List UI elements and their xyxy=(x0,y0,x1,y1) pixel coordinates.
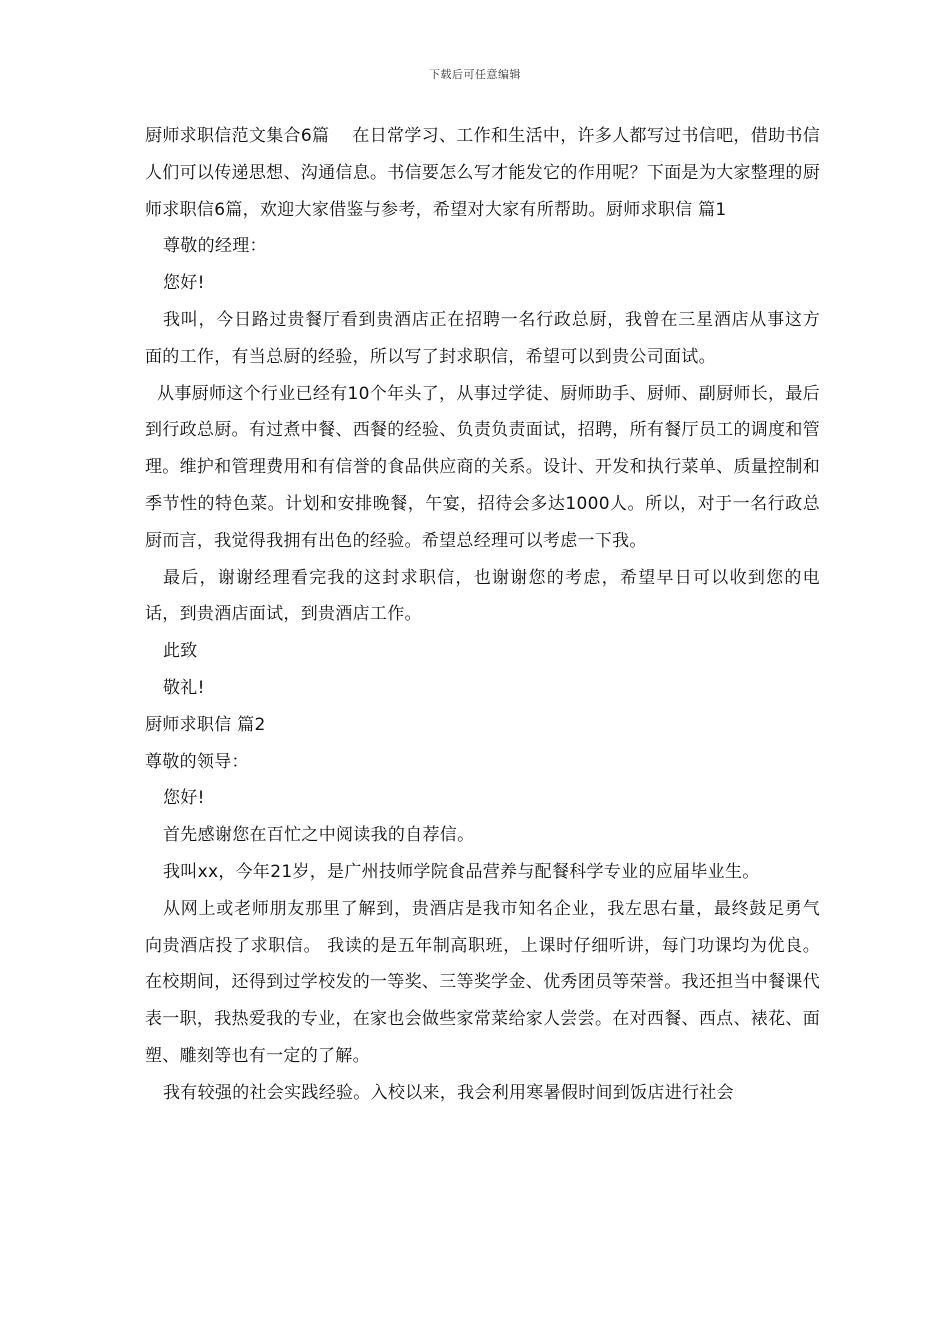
letter2-paragraph-4: 我有较强的社会实践经验。入校以来，我会利用寒暑假时间到饭店进行社会 xyxy=(163,1082,734,1103)
letter2-title: 厨师求职信 篇2 xyxy=(145,714,266,735)
letter2-paragraph-1: 首先感谢您在百忙之中阅读我的自荐信。 xyxy=(163,825,475,846)
letter1-paragraph-1: 我叫，今日路过贵餐厅看到贵酒店正在招聘一名行政总厨，我曾在三星酒店从事这方面的工作，有当总厨的经验，所以写了封求职信，希望可以到贵公司面试。 xyxy=(145,309,820,367)
letter1-paragraph-3: 最后，谢谢经理看完我的这封求职信，也谢谢您的考虑，希望早日可以收到您的电话，到贵酒店面试，到贵酒店工作。 xyxy=(145,567,820,625)
letter1-greeting: 您好! xyxy=(163,273,205,294)
document-body xyxy=(145,118,820,1112)
letter2-greeting: 您好! xyxy=(163,788,205,809)
letter2-paragraph-3: 从网上或老师朋友那里了解到，贵酒店是我市知名企业，我左思右量，最终鼓足勇气向贵酒店投了求职信。 我读的是五年制高职班，上课时仔细听讲，每门功课均为优良。在校期间，还得到过学校发的一等奖、三等奖学金、优秀团员等荣誉。我还担当中餐课代表一职，我热爱我的专业，在家也会做些家常菜给家人尝尝。在对西餐、西点、裱花、面塑、雕刻等也有一定的了解。 xyxy=(145,898,820,1066)
letter1-closing-1: 此致 xyxy=(163,641,198,662)
letter2-paragraph-2: 我叫xx，今年21岁，是广州技师学院食品营养与配餐科学专业的应届毕业生。 xyxy=(163,861,760,882)
page-header-note: 下载后可任意编辑 xyxy=(429,68,521,81)
intro-paragraph: 厨师求职信范文集合6篇 在日常学习、工作和生活中，许多人都写过书信吧，借助书信人们可以传递思想、沟通信息。书信要怎么写才能发它的作用呢？下面是为大家整理的厨师求职信6篇，欢迎大家借鉴与参考，希望对大家有所帮助。厨师求职信 篇1 xyxy=(145,126,820,220)
letter1-salutation: 尊敬的经理： xyxy=(163,236,267,257)
letter2-salutation: 尊敬的领导： xyxy=(145,751,249,772)
letter1-paragraph-2: 从事厨师这个行业已经有10个年头了，从事过学徒、厨师助手、厨师、副厨师长，最后到行政总厨。有过煮中餐、西餐的经验、负责负责面试，招聘，所有餐厅员工的调度和管理。维护和管理费用和有信誉的食品供应商的关系。设计、开发和执行菜单、质量控制和季节性的特色菜。计划和安排晚餐，午宴，招待会多达1000人。所以，对于一名行政总厨而言，我觉得我拥有出色的经验。希望总经理可以考虑一下我。 xyxy=(145,383,820,551)
letter1-closing-2: 敬礼! xyxy=(163,677,205,698)
